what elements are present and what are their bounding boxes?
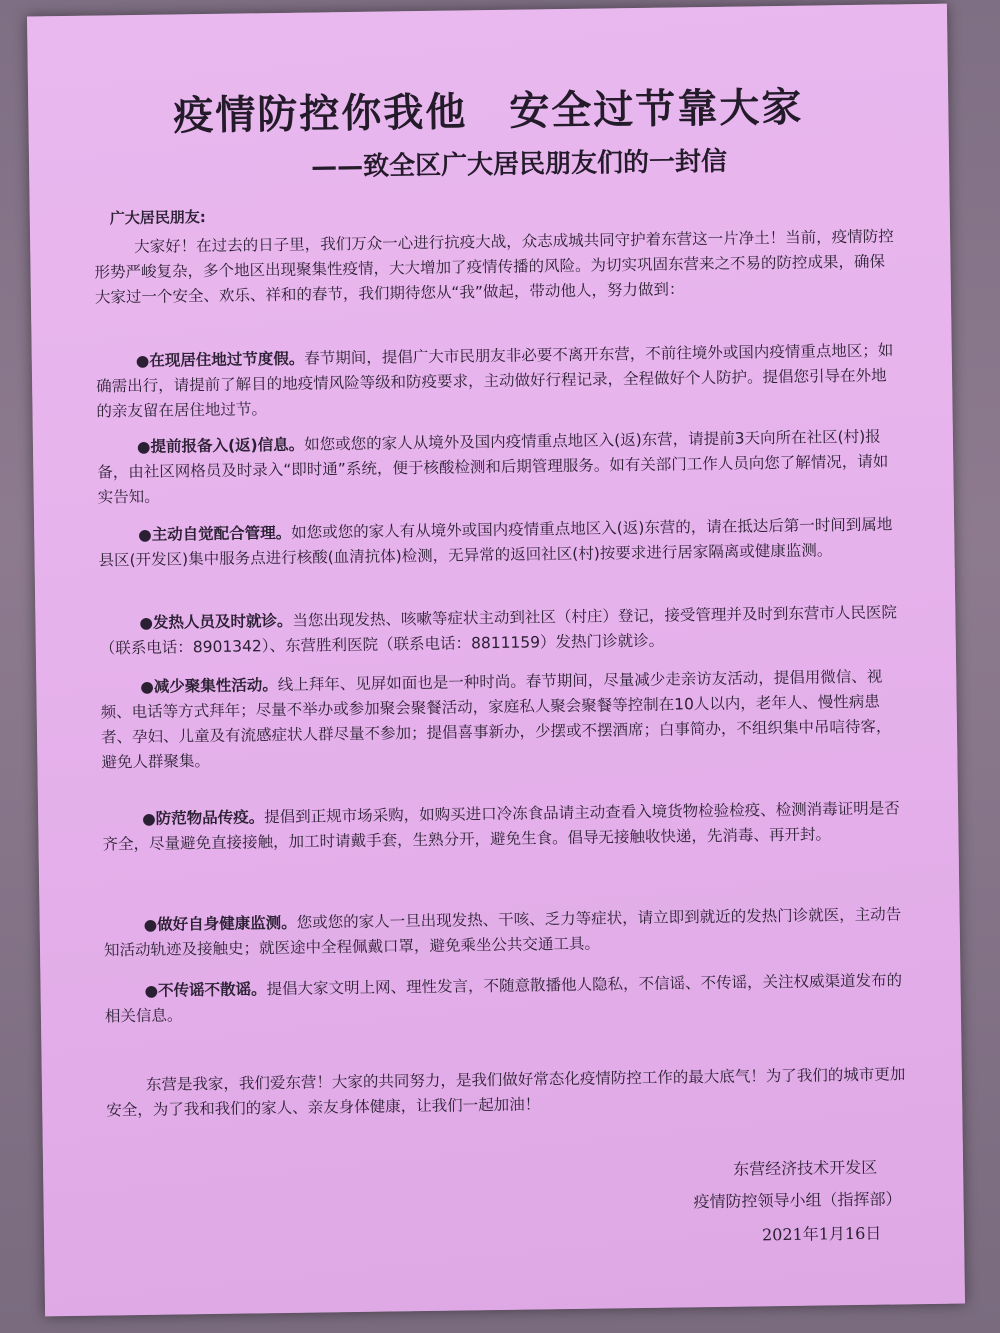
item-heading: ●不传谣不散谣。 xyxy=(144,980,267,1000)
item-text: 提倡到正规市场采购，如购买进口冷冻食品请主动查看入境货物检验检疫、检测消毒证明是否齐全，尽量避免直接接触，加工时请戴手套，生熟分开，避免生食。倡导无接触收快递，先消毒、再开封。 xyxy=(102,799,900,854)
item-heading: ●在现居住地过节度假。 xyxy=(135,349,305,370)
intro-paragraph: 大家好！在过去的日子里，我们万众一心进行抗疫大战，众志成城共同守护着东营这一片净土！当前，疫情防控形势严峻复杂，多个地区出现聚集性疫情，大大增加了疫情传播的风险。为切实巩固东营来之不易的防控成果，确保大家过一个安全、欢乐、祥和的春节，我们期待您从“我”做起，带动他人，努力做到： xyxy=(94,227,894,307)
salutation: 广大居民朋友: xyxy=(109,208,206,228)
item-goods-prevention xyxy=(102,796,903,857)
item-report-return xyxy=(97,424,898,510)
item-heading: ●提前报备入(返)信息。 xyxy=(136,435,305,456)
page-subtitle: ——致全区广大居民朋友们的一封信 xyxy=(310,146,728,183)
item-text: 提倡大家文明上网、理性发言，不随意散播他人隐私，不信谣、不传谣，关注权威渠道发布的相关信息。 xyxy=(104,971,903,1026)
item-text: 如您或您的家人从境外及国内疫情重点地区入(返)东营，请提前3天向所在社区(村)报备，由社区网格员及时录入“即时通”系统，便于核酸检测和后期管理服务。如有关部门工作人员向您了解情况，请如实告知。 xyxy=(97,427,889,507)
item-heading: ●防范物品传疫。 xyxy=(142,808,265,828)
signature-org2: 疫情防控领导小组（指挥部） xyxy=(693,1189,902,1212)
item-heading: ●做好自身健康监测。 xyxy=(143,913,297,934)
item-text: 线上拜年、见屏如面也是一种时尚。春节期间，尽量减少走亲访友活动，提倡用微信、视频、电话等方式拜年；尽量不举办或参加聚会聚餐活动，家庭私人聚会聚餐等控制在10人以内，老年人、慢性病患者、孕妇、儿童及有流感症状人群尽量不参加；提倡喜事新办，少摆或不摆酒席；白事简办，不组织集中吊唁待客，避免人群聚集。 xyxy=(100,667,892,772)
item-reduce-gathering xyxy=(100,664,901,775)
letter-paper xyxy=(27,4,965,1317)
item-fever-clinic xyxy=(99,600,900,661)
item-text: 春节期间，提倡广大市民朋友非必要不离开东营，不前往境外或国内疫情重点地区；如确需出行，请提前了解目的地疫情风险等级和防疫要求，主动做好行程记录，全程做好个人防护。提倡您引导在外地的亲友留在居住地过节。 xyxy=(96,341,894,421)
item-text: 当您出现发热、咳嗽等症状主动到社区（村庄）登记，接受管理并及时到东营市人民医院（联系电话：8901342）、东营胜利医院（联系电话：8811159）发热门诊就诊。 xyxy=(99,603,898,658)
closing-paragraph: 东营是我家，我们爱东营！大家的共同努力，是我们做好常态化疫情防控工作的最大底气！为了我们的城市更加安全，为了我和我们的家人、亲友身体健康，让我们一起加油！ xyxy=(106,1065,906,1120)
item-heading: ●减少聚集性活动。 xyxy=(140,676,278,696)
item-heading: ●主动自觉配合管理。 xyxy=(138,523,292,544)
item-cooperate-management xyxy=(98,512,899,573)
page-title: 疫情防控你我他 安全过节靠大家 xyxy=(173,83,804,140)
item-heading: ●发热人员及时就诊。 xyxy=(139,611,293,632)
item-health-monitoring xyxy=(104,902,905,963)
item-text: 您或您的家人一旦出现发热、干咳、乏力等症状，请立即到就近的发热门诊就医，主动告知活动轨迹及接触史；就医途中全程佩戴口罩，避免乘坐公共交通工具。 xyxy=(103,905,902,960)
item-stay-local xyxy=(96,338,897,424)
signature-date: 2021年1月16日 xyxy=(761,1223,882,1245)
item-no-rumors xyxy=(104,968,905,1029)
signature-org1: 东营经济技术开发区 xyxy=(733,1157,878,1179)
item-text: 如您或您的家人有从境外或国内疫情重点地区入(返)东营的，请在抵达后第一时间到属地县区(开发区)集中服务点进行核酸(血清抗体)检测，无异常的返回社区(村)按要求进行居家隔离或健康监测。 xyxy=(98,515,893,570)
